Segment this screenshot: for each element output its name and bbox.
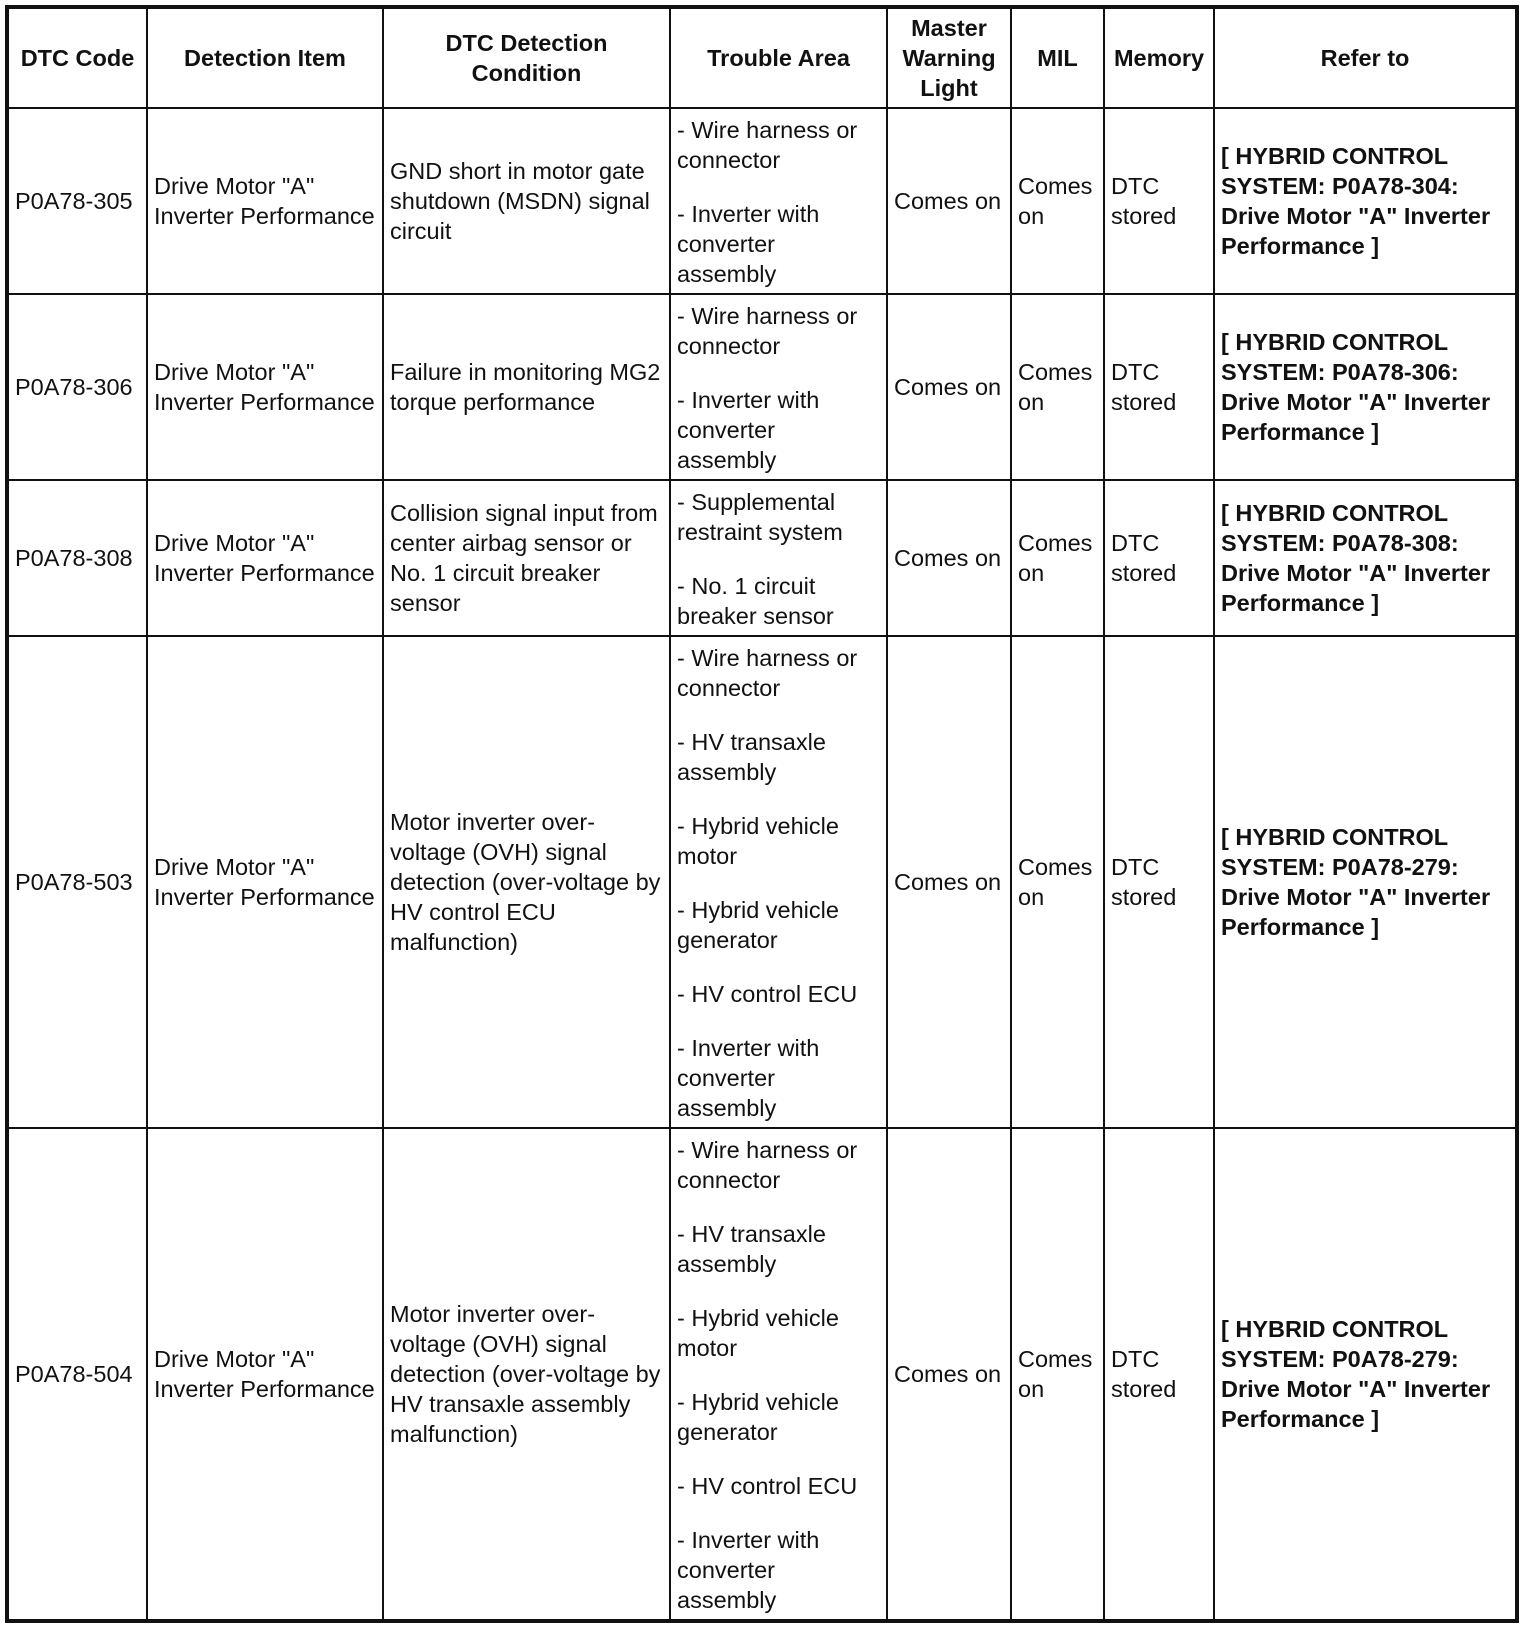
table-row bbox=[7, 108, 1517, 294]
trouble-area-cell bbox=[670, 1128, 887, 1621]
dtc-code-cell: P0A78-308 bbox=[7, 480, 147, 636]
memory-cell: DTC stored bbox=[1104, 636, 1214, 1128]
table-row bbox=[7, 636, 1517, 1128]
document-page bbox=[5, 5, 1519, 1623]
header-memory: Memory bbox=[1104, 7, 1214, 108]
trouble-area-item: - Hybrid vehicle generator bbox=[677, 1389, 839, 1445]
trouble-area-list bbox=[677, 295, 880, 479]
refer-to-link[interactable]: [ HYBRID CONTROL SYSTEM: P0A78-304: Drive Motor "A" Inverter Performance ] bbox=[1214, 108, 1517, 294]
header-trouble-area: Trouble Area bbox=[670, 7, 887, 108]
trouble-area-item: - Wire harness or connector bbox=[677, 645, 858, 701]
trouble-area-item: - HV control ECU bbox=[677, 981, 858, 1007]
trouble-area-item: - Wire harness or connector bbox=[677, 303, 858, 359]
trouble-area-item: - Inverter with converter assembly bbox=[677, 1035, 820, 1121]
detection-item-cell: Drive Motor "A" Inverter Performance bbox=[147, 294, 383, 480]
dtc-table bbox=[5, 5, 1519, 1623]
mil-cell: Comes on bbox=[1011, 636, 1104, 1128]
trouble-area-list bbox=[677, 481, 880, 635]
master-warning-light-cell: Comes on bbox=[887, 636, 1011, 1128]
trouble-area-item: - Hybrid vehicle motor bbox=[677, 1305, 839, 1361]
detection-condition-cell: Failure in monitoring MG2 torque performance bbox=[383, 294, 670, 480]
refer-to-link[interactable]: [ HYBRID CONTROL SYSTEM: P0A78-279: Drive Motor "A" Inverter Performance ] bbox=[1214, 1128, 1517, 1621]
header-master-warning-light: Master Warning Light bbox=[887, 7, 1011, 108]
trouble-area-item: - Wire harness or connector bbox=[677, 117, 858, 173]
trouble-area-item: - HV transaxle assembly bbox=[677, 729, 826, 785]
header-refer-to: Refer to bbox=[1214, 7, 1517, 108]
detection-item-cell: Drive Motor "A" Inverter Performance bbox=[147, 108, 383, 294]
trouble-area-item: - HV control ECU bbox=[677, 1473, 858, 1499]
master-warning-light-cell: Comes on bbox=[887, 108, 1011, 294]
detection-condition-cell: Motor inverter over-voltage (OVH) signal detection (over-voltage by HV control ECU malfunction) bbox=[383, 636, 670, 1128]
master-warning-light-cell: Comes on bbox=[887, 1128, 1011, 1621]
trouble-area-list bbox=[677, 637, 880, 1127]
trouble-area-item: - Inverter with converter assembly bbox=[677, 201, 820, 287]
trouble-area-cell bbox=[670, 480, 887, 636]
dtc-code-cell: P0A78-305 bbox=[7, 108, 147, 294]
detection-item-cell: Drive Motor "A" Inverter Performance bbox=[147, 1128, 383, 1621]
memory-cell: DTC stored bbox=[1104, 108, 1214, 294]
mil-cell: Comes on bbox=[1011, 294, 1104, 480]
header-detection-condition: DTC Detection Condition bbox=[383, 7, 670, 108]
memory-cell: DTC stored bbox=[1104, 1128, 1214, 1621]
header-detection-item: Detection Item bbox=[147, 7, 383, 108]
mil-cell: Comes on bbox=[1011, 1128, 1104, 1621]
trouble-area-cell bbox=[670, 108, 887, 294]
refer-to-link[interactable]: [ HYBRID CONTROL SYSTEM: P0A78-306: Drive Motor "A" Inverter Performance ] bbox=[1214, 294, 1517, 480]
trouble-area-item: - HV transaxle assembly bbox=[677, 1221, 826, 1277]
trouble-area-item: - Inverter with converter assembly bbox=[677, 387, 820, 473]
refer-to-link[interactable]: [ HYBRID CONTROL SYSTEM: P0A78-308: Drive Motor "A" Inverter Performance ] bbox=[1214, 480, 1517, 636]
trouble-area-item: - Supplemental restraint system bbox=[677, 489, 843, 545]
trouble-area-item: - No. 1 circuit breaker sensor bbox=[677, 573, 834, 629]
header-row bbox=[7, 7, 1517, 108]
dtc-code-cell: P0A78-504 bbox=[7, 1128, 147, 1621]
table-row bbox=[7, 480, 1517, 636]
trouble-area-list bbox=[677, 1129, 880, 1619]
trouble-area-cell bbox=[670, 636, 887, 1128]
trouble-area-list bbox=[677, 109, 880, 293]
master-warning-light-cell: Comes on bbox=[887, 480, 1011, 636]
mil-cell: Comes on bbox=[1011, 108, 1104, 294]
mil-cell: Comes on bbox=[1011, 480, 1104, 636]
trouble-area-item: - Inverter with converter assembly bbox=[677, 1527, 820, 1613]
dtc-code-cell: P0A78-503 bbox=[7, 636, 147, 1128]
trouble-area-item: - Hybrid vehicle generator bbox=[677, 897, 839, 953]
dtc-code-cell: P0A78-306 bbox=[7, 294, 147, 480]
detection-condition-cell: GND short in motor gate shutdown (MSDN) signal circuit bbox=[383, 108, 670, 294]
refer-to-link[interactable]: [ HYBRID CONTROL SYSTEM: P0A78-279: Drive Motor "A" Inverter Performance ] bbox=[1214, 636, 1517, 1128]
trouble-area-item: - Hybrid vehicle motor bbox=[677, 813, 839, 869]
master-warning-light-cell: Comes on bbox=[887, 294, 1011, 480]
detection-item-cell: Drive Motor "A" Inverter Performance bbox=[147, 636, 383, 1128]
detection-condition-cell: Collision signal input from center airbag sensor or No. 1 circuit breaker sensor bbox=[383, 480, 670, 636]
table-row bbox=[7, 1128, 1517, 1621]
detection-item-cell: Drive Motor "A" Inverter Performance bbox=[147, 480, 383, 636]
header-dtc-code: DTC Code bbox=[7, 7, 147, 108]
memory-cell: DTC stored bbox=[1104, 294, 1214, 480]
trouble-area-cell bbox=[670, 294, 887, 480]
header-mil: MIL bbox=[1011, 7, 1104, 108]
trouble-area-item: - Wire harness or connector bbox=[677, 1137, 858, 1193]
memory-cell: DTC stored bbox=[1104, 480, 1214, 636]
detection-condition-cell: Motor inverter over-voltage (OVH) signal detection (over-voltage by HV transaxle assembly malfunction) bbox=[383, 1128, 670, 1621]
table-row bbox=[7, 294, 1517, 480]
